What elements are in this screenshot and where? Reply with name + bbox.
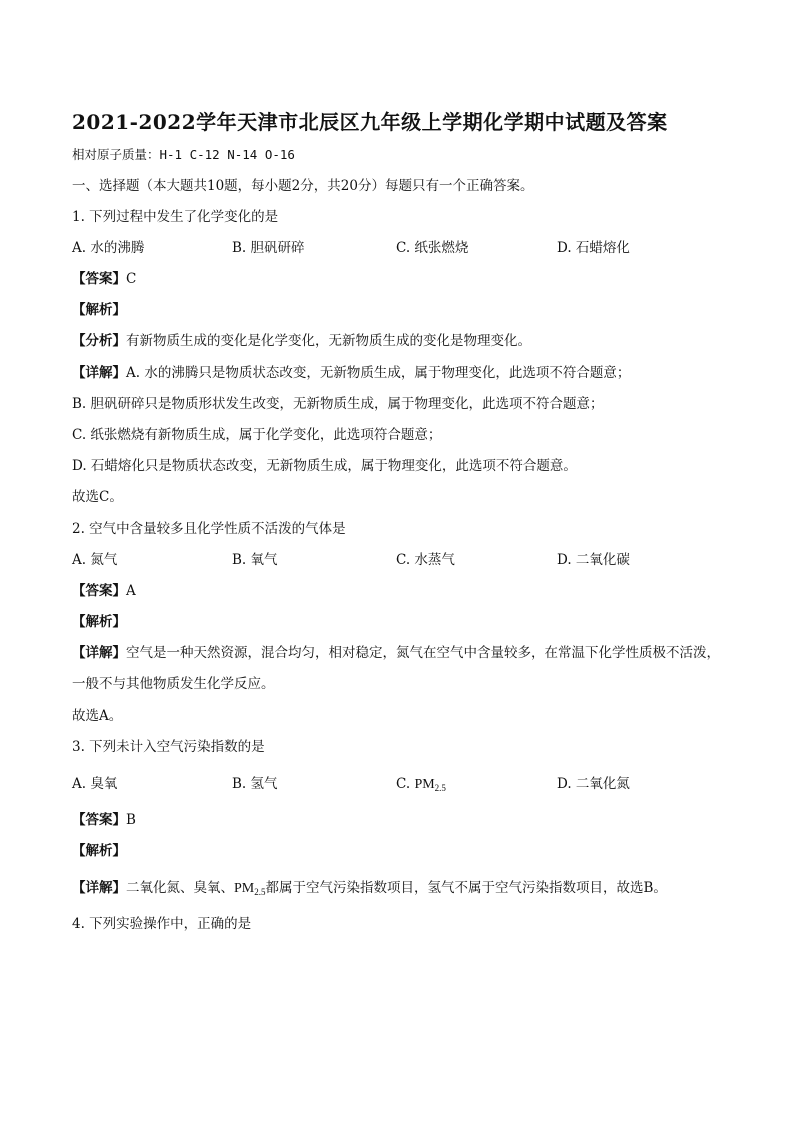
q1-option-b: B. 胆矾研碎 <box>232 240 305 256</box>
q1-fenxi <box>72 332 531 350</box>
q1-answer <box>72 270 136 288</box>
q1-conclusion: 故选C。 <box>72 489 123 505</box>
analysis-tag: 【解析】 <box>72 843 126 859</box>
q2-answer <box>72 582 136 600</box>
q3-option-d: D. 二氧化氮 <box>557 776 630 792</box>
q2-detail <box>72 638 722 700</box>
detail-post: 都属于空气污染指数项目，氢气不属于空气污染指数项目，故选B。 <box>265 880 667 896</box>
q2-option-c: C. 水蒸气 <box>396 552 455 568</box>
question-2-stem: 2. 空气中含量较多且化学性质不活泼的气体是 <box>72 521 346 537</box>
q1-option-a: A. 水的沸腾 <box>72 240 145 256</box>
fenxi-text: 有新物质生成的变化是化学变化，无新物质生成的变化是物理变化。 <box>126 333 531 349</box>
atomic-mass-text: 相对原子质量：H-1 C-12 N-14 O-16 <box>72 147 295 162</box>
detail-text: 空气是一种天然资源，混合均匀，相对稳定，氮气在空气中含量较多，在常温下化学性质极不活泼，一般不与其他物质发生化学反应。 <box>72 645 720 692</box>
section-heading: 一、选择题（本大题共10题，每小题2分，共20分）每题只有一个正确答案。 <box>72 178 534 194</box>
detail-text: A. 水的沸腾只是物质状态改变，无新物质生成，属于物理变化，此选项不符合题意； <box>126 365 631 381</box>
answer-value: A <box>126 583 136 599</box>
q1-option-d: D. 石蜡熔化 <box>557 240 630 256</box>
q2-option-a: A. 氮气 <box>72 552 118 568</box>
q1-detail-b: B. 胆矾研碎只是物质形状发生改变，无新物质生成，属于物理变化，此选项不符合题意； <box>72 396 604 412</box>
q3-detail <box>72 879 667 901</box>
analysis-tag: 【解析】 <box>72 614 126 630</box>
question-1-stem: 1. 下列过程中发生了化学变化的是 <box>72 209 279 225</box>
q1-option-c: C. 纸张燃烧 <box>396 240 469 256</box>
answer-tag: 【答案】 <box>72 271 126 287</box>
q3-option-c <box>396 775 446 797</box>
question-4-stem: 4. 下列实验操作中，正确的是 <box>72 916 252 932</box>
question-3-stem: 3. 下列未计入空气污染指数的是 <box>72 739 265 755</box>
detail-tag: 【详解】 <box>72 645 126 661</box>
q2-conclusion: 故选A。 <box>72 708 123 724</box>
answer-tag: 【答案】 <box>72 583 126 599</box>
q1-analysis-tag <box>72 301 126 319</box>
q3-option-c-letter: C. <box>396 776 415 792</box>
pm25-label <box>414 777 445 792</box>
pm-main: PM <box>414 777 435 792</box>
answer-value: C <box>126 271 137 287</box>
pm-sub: 2.5 <box>254 887 266 897</box>
fenxi-tag: 【分析】 <box>72 333 126 349</box>
detail-tag: 【详解】 <box>72 365 126 381</box>
pm25-inline <box>234 881 265 896</box>
q1-detail-a <box>72 364 630 382</box>
q1-detail-d: D. 石蜡熔化只是物质状态改变，无新物质生成，属于物理变化，此选项不符合题意。 <box>72 458 577 474</box>
q3-answer <box>72 811 136 829</box>
pm-sub: 2.5 <box>434 783 446 793</box>
q3-option-b: B. 氢气 <box>232 776 278 792</box>
q2-option-b: B. 氧气 <box>232 552 278 568</box>
q1-detail-c: C. 纸张燃烧有新物质生成，属于化学变化，此选项符合题意； <box>72 427 442 443</box>
analysis-tag: 【解析】 <box>72 302 126 318</box>
pm-main: PM <box>234 881 255 896</box>
page-title: 2021-2022学年天津市北辰区九年级上学期化学期中试题及答案 <box>72 110 668 134</box>
q2-analysis-tag <box>72 613 126 631</box>
q3-analysis-tag <box>72 842 126 860</box>
q2-option-d: D. 二氧化碳 <box>557 552 630 568</box>
detail-pre: 二氧化氮、臭氧、 <box>126 880 234 896</box>
detail-tag: 【详解】 <box>72 880 126 896</box>
answer-value: B <box>126 812 136 828</box>
atomic-mass-line <box>72 146 295 164</box>
q3-option-a: A. 臭氧 <box>72 776 118 792</box>
answer-tag: 【答案】 <box>72 812 126 828</box>
